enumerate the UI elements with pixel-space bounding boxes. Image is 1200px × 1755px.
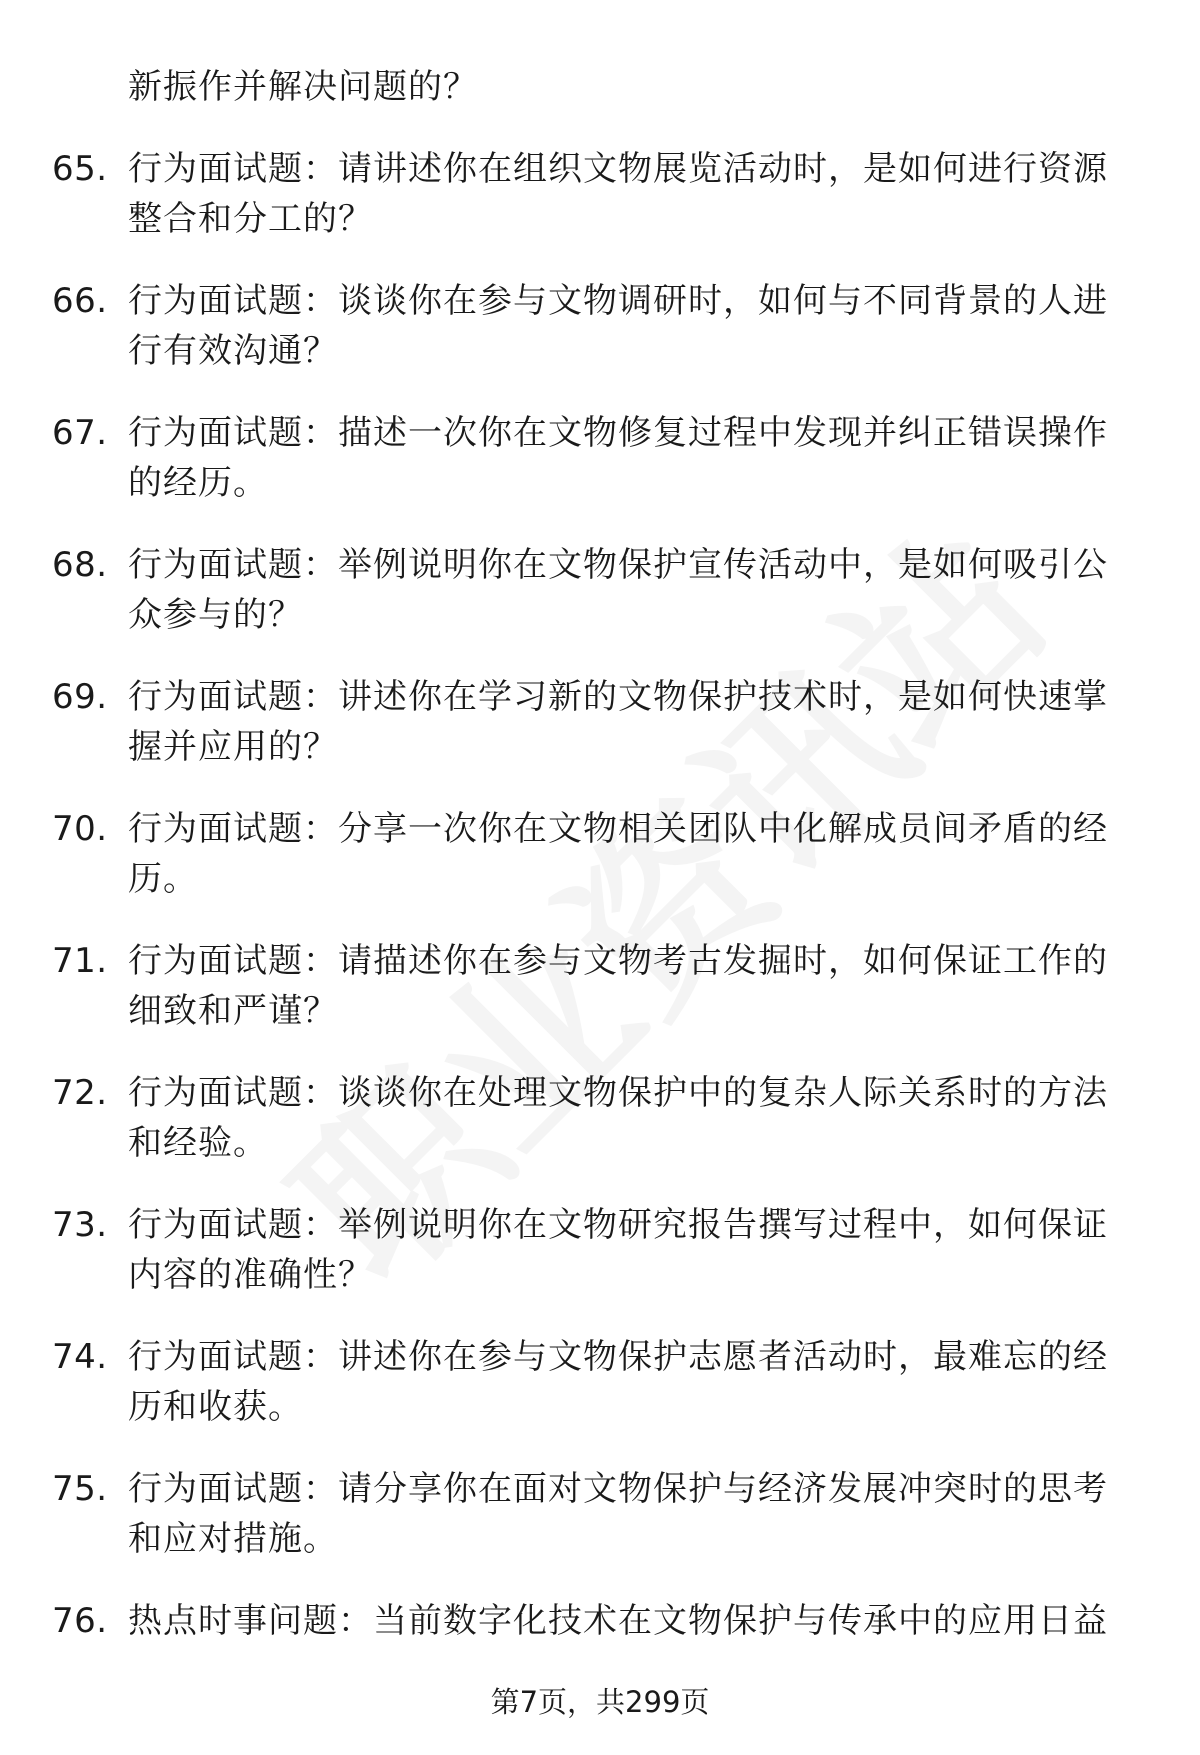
question-number: 70. (52, 809, 108, 849)
question-number: 69. (52, 677, 108, 717)
question-list (0, 144, 1200, 1728)
question-text: 行为面试题：请讲述你在组织文物展览活动时，是如何进行资源整合和分工的？ (128, 149, 1108, 239)
question-text: 热点时事问题：当前数字化技术在文物保护与传承中的应用日益 (128, 1601, 1108, 1641)
question-text: 行为面试题：请分享你在面对文物保护与经济发展冲突时的思考和应对措施。 (128, 1469, 1108, 1559)
question-item (0, 144, 1200, 276)
question-number: 76. (52, 1601, 108, 1641)
question-number: 72. (52, 1073, 108, 1113)
question-number: 74. (52, 1337, 108, 1377)
question-item (0, 276, 1200, 408)
question-text: 行为面试题：分享一次你在文物相关团队中化解成员间矛盾的经历。 (128, 809, 1108, 899)
question-number: 71. (52, 941, 108, 981)
question-text: 行为面试题：请描述你在参与文物考古发掘时，如何保证工作的细致和严谨？ (128, 941, 1108, 1031)
question-item (0, 1200, 1200, 1332)
question-text: 行为面试题：谈谈你在参与文物调研时，如何与不同背景的人进行有效沟通？ (128, 281, 1108, 371)
question-number: 65. (52, 149, 108, 189)
question-number: 66. (52, 281, 108, 321)
question-number: 75. (52, 1469, 108, 1509)
question-text: 行为面试题：谈谈你在处理文物保护中的复杂人际关系时的方法和经验。 (128, 1073, 1108, 1163)
question-item (0, 1068, 1200, 1200)
question-item (0, 936, 1200, 1068)
question-item (0, 408, 1200, 540)
question-number: 73. (52, 1205, 108, 1245)
question-item (0, 804, 1200, 936)
question-text: 行为面试题：举例说明你在文物研究报告撰写过程中，如何保证内容的准确性？ (128, 1205, 1108, 1295)
page-footer: 第7页，共299页 (490, 1685, 710, 1719)
question-number: 68. (52, 545, 108, 585)
question-text: 行为面试题：举例说明你在文物保护宣传活动中，是如何吸引公众参与的？ (128, 545, 1108, 635)
question-item (0, 1464, 1200, 1596)
question-item (0, 672, 1200, 804)
question-item (0, 1332, 1200, 1464)
continued-question-text: 新振作并解决问题的？ (128, 67, 478, 107)
question-item (0, 540, 1200, 672)
question-text: 行为面试题：讲述你在参与文物保护志愿者活动时，最难忘的经历和收获。 (128, 1337, 1108, 1427)
question-number: 67. (52, 413, 108, 453)
question-text: 行为面试题：讲述你在学习新的文物保护技术时，是如何快速掌握并应用的？ (128, 677, 1108, 767)
question-text: 行为面试题：描述一次你在文物修复过程中发现并纠正错误操作的经历。 (128, 413, 1108, 503)
